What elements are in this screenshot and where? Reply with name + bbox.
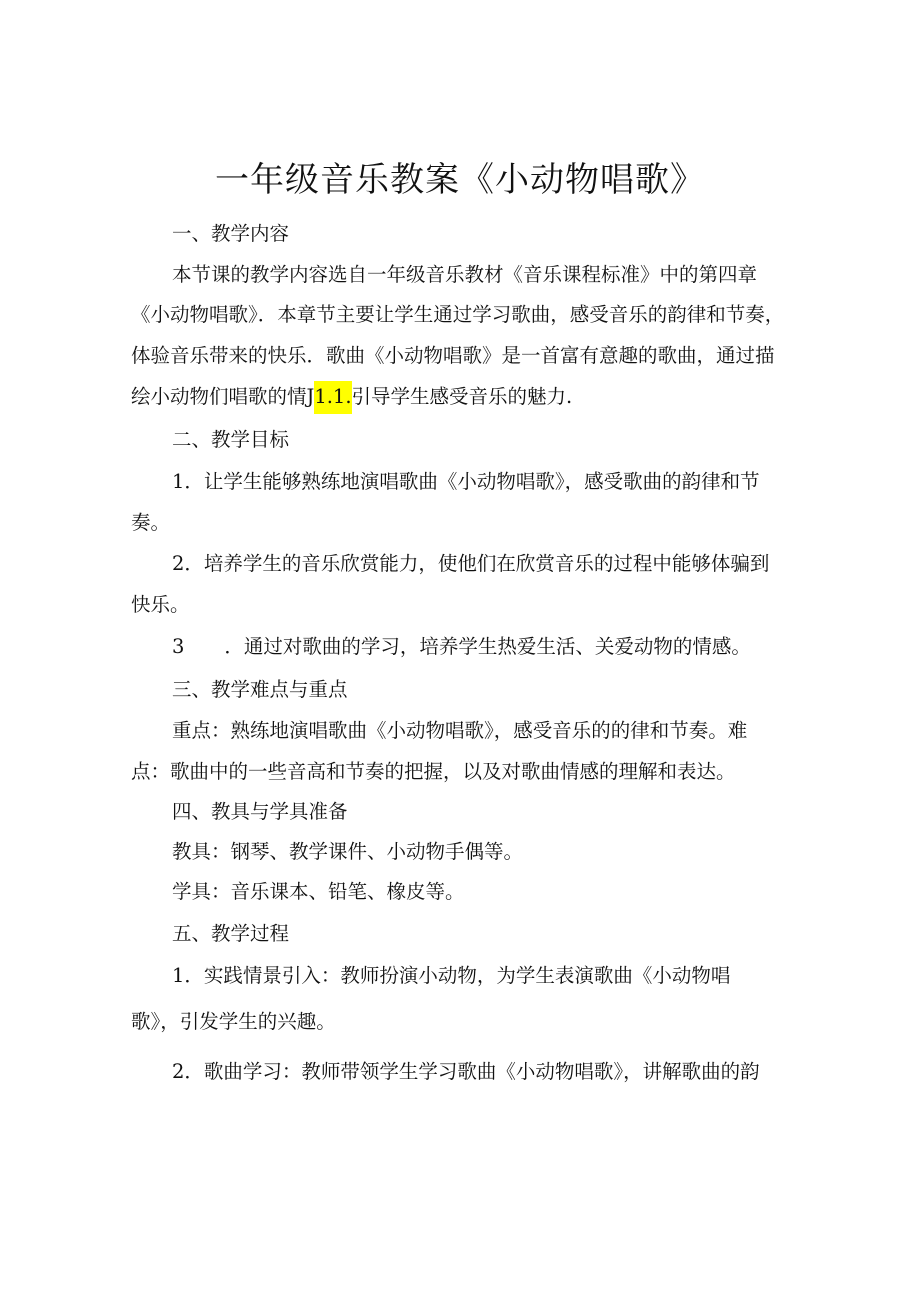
section-heading-materials: 四、教具与学具准备 (172, 800, 348, 823)
paragraph-line (131, 383, 572, 411)
list-item-line: 1．实践情景引入：教师扮演小动物，为学生表演歌曲《小动物唱 (172, 964, 731, 987)
paragraph-line: 教具：钢琴、教学课件、小动物手偶等。 (172, 840, 524, 863)
list-item-line: 奏。 (131, 511, 171, 534)
section-heading-difficulties: 三、教学难点与重点 (172, 678, 348, 701)
section-heading-process: 五、教学过程 (172, 922, 290, 945)
document-title: 一年级音乐教案《小动物唱歌》 (215, 160, 705, 200)
paragraph-line: 点：歌曲中的一些音高和节奏的把握，以及对歌曲情感的理解和表达。 (131, 760, 736, 783)
section-heading-teaching-goals: 二、教学目标 (172, 428, 290, 451)
list-item-line: 2．歌曲学习：教师带领学生学习歌曲《小动物唱歌》，讲解歌曲的韵 (172, 1060, 760, 1083)
list-number: 3 (172, 635, 185, 658)
paragraph-line: 重点：熟练地演唱歌曲《小动物唱歌》，感受音乐的的律和节奏。难 (172, 719, 748, 742)
paragraph-text: 引导学生感受音乐的魅力. (351, 385, 573, 408)
paragraph-line: 《小动物唱歌》．本章节主要让学生通过学习歌曲，感受音乐的韵律和节奏， (131, 303, 785, 326)
highlighted-text: 1.1. (314, 381, 351, 414)
section-heading-teaching-content: 一、教学内容 (172, 222, 290, 245)
list-item-line: 快乐。 (131, 593, 190, 616)
list-item-line (172, 633, 751, 661)
paragraph-line: 学具：音乐课本、铅笔、橡皮等。 (172, 880, 465, 903)
list-item-line: 1．让学生能够熟练地演唱歌曲《小动物唱歌》，感受歌曲的韵律和节 (172, 470, 760, 493)
paragraph-line: 本节课的教学内容选自一年级音乐教材《音乐课程标准》中的第四章 (172, 263, 758, 286)
list-item-line: 2．培养学生的音乐欣赏能力，使他们在欣赏音乐的过程中能够体骗到 (172, 552, 770, 575)
paragraph-text: 绘小动物们唱歌的情J (131, 385, 315, 408)
list-text: ．通过对歌曲的学习，培养学生热爱生活、关爱动物的情感。 (224, 635, 751, 658)
paragraph-line: 体验音乐带来的快乐．歌曲《小动物唱歌》是一首富有意趣的歌曲，通过描 (131, 344, 775, 367)
list-item-line: 歌》，引发学生的兴趣。 (131, 1010, 336, 1033)
